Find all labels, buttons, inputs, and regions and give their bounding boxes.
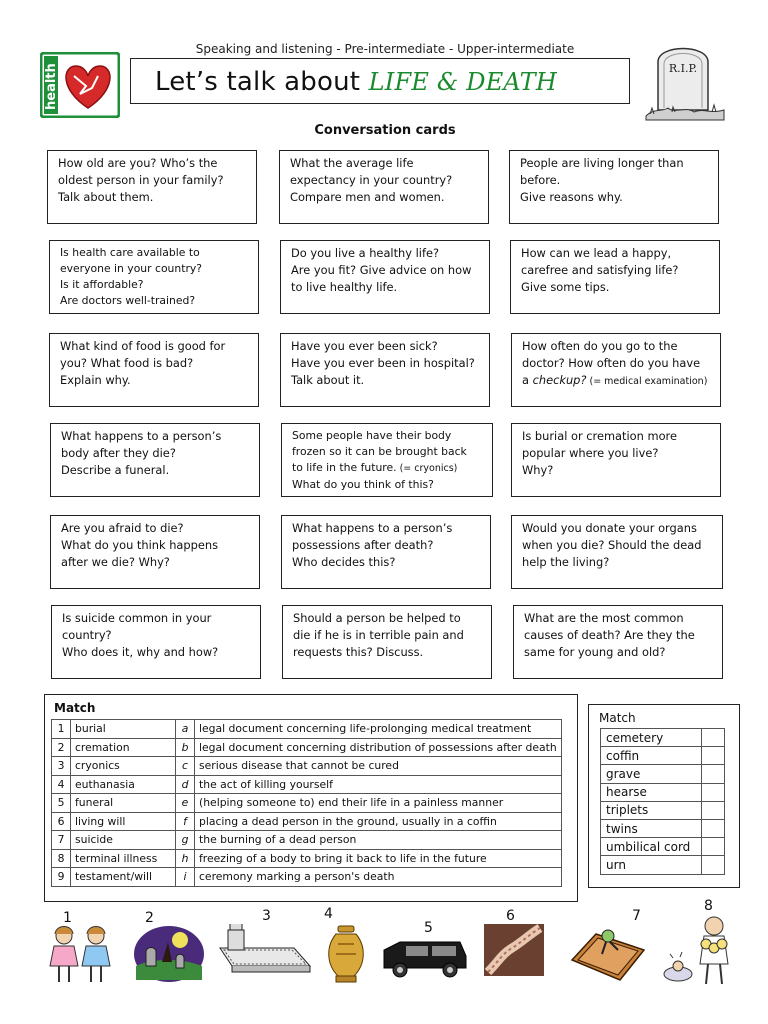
card-line: Is health care available to [60,246,200,259]
conversation-card [280,333,490,407]
definition-cell: the act of killing yourself [195,775,562,794]
conversation-card [49,333,259,407]
title-accent: LIFE & DEATH [368,68,557,96]
cemetery-icon [132,922,206,990]
letter-cell: g [176,831,195,850]
triplets-icon [660,914,744,992]
picture-number: 3 [262,908,271,924]
card-line: Explain why. [60,373,131,387]
answer-cell[interactable] [702,819,725,837]
row-number: 6 [52,812,71,831]
conversation-card [279,150,489,224]
umbilical-cord-icon [484,924,544,980]
picture-number: 7 [632,908,641,924]
term-cell: living will [71,812,176,831]
match-terms-table [51,719,562,887]
match-row [52,794,562,813]
card-line: carefree and satisfying life? [521,263,679,277]
rip-text: R.I.P. [668,62,698,75]
urn-icon [326,924,366,990]
card-line: frozen so it can be brought back [292,445,467,458]
match-row [52,849,562,868]
definition-cell: serious disease that cannot be cured [195,757,562,776]
card-line: How often do you go to the [522,339,678,353]
answer-cell[interactable] [702,765,725,783]
health-logo [40,52,120,118]
card-line: Is suicide common in your [62,611,212,625]
definition-cell: ceremony marking a person's death [195,868,562,887]
picture-number: 5 [424,920,433,936]
card-line: What kind of food is good for [60,339,226,353]
card-line: Is it affordable? [60,278,144,291]
word-cell: triplets [601,801,702,819]
row-number: 5 [52,794,71,813]
card-line [522,372,712,390]
term-cell: terminal illness [71,849,176,868]
letter-cell: b [176,738,195,757]
match-word-row [601,838,725,856]
match-word-row [601,801,725,819]
term-cell: cremation [71,738,176,757]
card-line: Why? [522,463,554,477]
match-terms-title: Match [54,701,96,715]
conversation-card [511,515,723,589]
card-italic-term: checkup? [532,373,587,387]
logo-text: health [44,63,59,110]
match-pictures-title: Match [599,711,636,725]
card-line: Describe a funeral. [61,463,170,477]
coffin-icon [566,920,648,990]
term-cell: cryonics [71,757,176,776]
card-line: Give reasons why. [520,190,623,204]
card-line: Is burial or cremation more [522,429,677,443]
card-note: (= cryonics) [396,463,458,474]
term-cell: suicide [71,831,176,850]
card-line: Give some tips. [521,280,610,294]
title-box [130,58,630,104]
card-line: when you die? Should the dead [522,538,702,552]
card-line: Would you donate your organs [522,521,697,535]
word-cell: umbilical cord [601,838,702,856]
picture-number: 6 [506,908,515,924]
letter-cell: e [176,794,195,813]
match-pictures-table [600,728,725,875]
card-line: What are the most common [524,611,684,625]
conversation-card [51,605,261,679]
card-text: a [522,373,533,387]
card-line: Talk about them. [58,190,154,204]
match-word-row [601,819,725,837]
card-line: everyone in your country? [60,262,203,275]
conversation-card [50,423,260,497]
answer-cell[interactable] [702,747,725,765]
conversation-card [282,605,492,679]
card-line [292,460,484,477]
conversation-card [49,240,259,314]
card-line: die if he is in terrible pain and [293,628,464,642]
conversation-card [510,240,720,314]
letter-cell: i [176,868,195,887]
conversation-card [47,150,257,224]
card-text: to life in the future. [292,461,397,474]
match-row [52,720,562,739]
card-line: Talk about it. [291,373,365,387]
card-line: How can we lead a happy, [521,246,672,260]
match-row [52,775,562,794]
card-line: before. [520,173,561,187]
answer-cell[interactable] [702,729,725,747]
word-cell: hearse [601,783,702,801]
conversation-card [509,150,719,224]
picture-number: 4 [324,906,333,922]
row-number: 2 [52,738,71,757]
card-line: oldest person in your family? [58,173,224,187]
card-line: What do you think happens [61,538,219,552]
conversation-card [280,240,490,314]
letter-cell: d [176,775,195,794]
hearse-icon [380,936,470,984]
row-number: 9 [52,868,71,887]
match-word-row [601,856,725,874]
conversation-card [511,423,721,497]
term-cell: testament/will [71,868,176,887]
letter-cell: h [176,849,195,868]
answer-cell[interactable] [702,838,725,856]
card-line: country? [62,628,112,642]
card-line: causes of death? Are they the [524,628,695,642]
card-line: help the living? [522,555,610,569]
letter-cell: a [176,720,195,739]
definition-cell: placing a dead person in the ground, usually in a coffin [195,812,562,831]
card-line: Who decides this? [292,555,396,569]
card-line: Have you ever been sick? [291,339,438,353]
card-note: (= medical examination) [586,376,708,387]
term-cell: burial [71,720,176,739]
card-line: Do you live a healthy life? [291,246,440,260]
definition-cell: legal document concerning distribution of possessions after death [195,738,562,757]
row-number: 8 [52,849,71,868]
word-cell: grave [601,765,702,783]
card-line: doctor? How often do you have [522,356,701,370]
card-line: after we die? Why? [61,555,170,569]
conversation-card [511,333,721,407]
conversation-card [50,515,260,589]
subtitle: Speaking and listening - Pre-intermediate - Upper-intermediate [195,42,575,56]
grave-icon [214,924,314,978]
card-line: Some people have their body [292,429,452,442]
section-title: Conversation cards [314,123,456,138]
match-word-row [601,747,725,765]
answer-cell[interactable] [702,856,725,874]
card-line: Are you fit? Give advice on how [291,263,472,277]
match-row [52,757,562,776]
card-line: Have you ever been in hospital? [291,356,475,370]
conversation-card [281,515,491,589]
card-line: Are doctors well-trained? [60,294,196,307]
card-line: Should a person be helped to [293,611,461,625]
conversation-card [513,605,723,679]
picture-number: 8 [704,898,713,914]
card-line: People are living longer than [520,156,684,170]
match-word-row [601,729,725,747]
match-row [52,812,562,831]
word-cell: coffin [601,747,702,765]
letter-cell: f [176,812,195,831]
card-line: requests this? Discuss. [293,645,424,659]
definition-cell: (helping someone to) end their life in a painless manner [195,794,562,813]
card-line: same for young and old? [524,645,666,659]
definition-cell: freezing of a body to bring it back to life in the future [195,849,562,868]
match-row [52,831,562,850]
word-cell: twins [601,819,702,837]
match-row [52,738,562,757]
row-number: 3 [52,757,71,776]
answer-cell[interactable] [702,783,725,801]
card-line: What happens to a person’s [292,521,453,535]
card-line: body after they die? [61,446,176,460]
match-row [52,868,562,887]
conversation-card [281,423,493,497]
card-line: Who does it, why and how? [62,645,219,659]
card-line: What the average life [290,156,414,170]
card-line: What do you think of this? [292,478,434,491]
card-line: possessions after death? [292,538,434,552]
card-line: popular where you live? [522,446,659,460]
tombstone-icon [642,38,728,122]
row-number: 7 [52,831,71,850]
picture-number: 1 [63,910,72,926]
title-prefix: Let’s talk about [155,67,369,97]
picture-number: 2 [145,910,154,926]
row-number: 1 [52,720,71,739]
twins-icon [44,922,116,992]
card-line: expectancy in your country? [290,173,453,187]
card-line: to live healthy life. [291,280,398,294]
term-cell: euthanasia [71,775,176,794]
answer-cell[interactable] [702,801,725,819]
letter-cell: c [176,757,195,776]
term-cell: funeral [71,794,176,813]
card-line: Compare men and women. [290,190,445,204]
card-line: How old are you? Who’s the [58,156,218,170]
word-cell: urn [601,856,702,874]
definition-cell: legal document concerning life-prolonging medical treatment [195,720,562,739]
card-line: you? What food is bad? [60,356,194,370]
match-word-row [601,783,725,801]
card-line: Are you afraid to die? [61,521,184,535]
row-number: 4 [52,775,71,794]
definition-cell: the burning of a dead person [195,831,562,850]
page-title [155,67,557,97]
match-word-row [601,765,725,783]
card-line: What happens to a person’s [61,429,222,443]
word-cell: cemetery [601,729,702,747]
